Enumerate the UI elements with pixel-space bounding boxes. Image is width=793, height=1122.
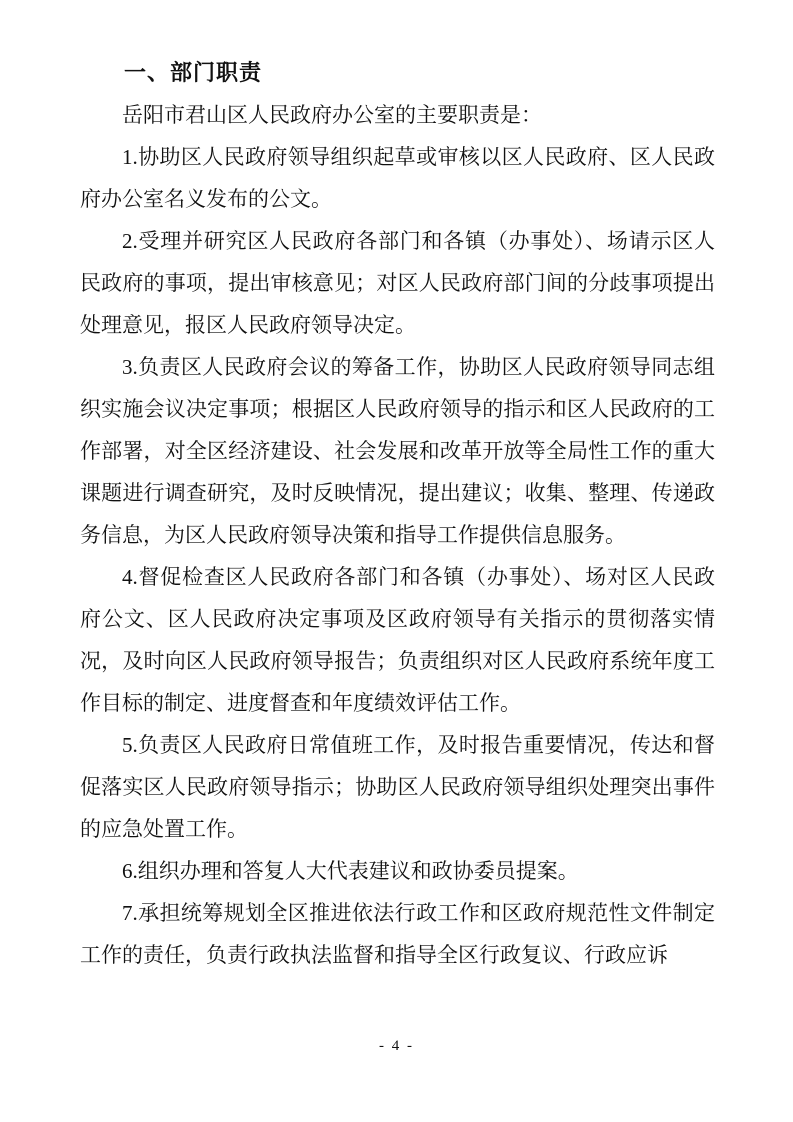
paragraph: 6.组织办理和答复人大代表建议和政协委员提案。 — [122, 859, 579, 883]
paragraph: 7.承担统筹规划全区推进依法行政工作和区政府规范性文件制定工作的责任，负责行政执法监督和指导全区行政复议、行政应诉 — [80, 901, 715, 967]
paragraph: 岳阳市君山区人民政府办公室的主要职责是： — [122, 103, 542, 127]
section-heading: 一、部门职责 — [124, 60, 263, 85]
paragraph: 1.协助区人民政府领导组织起草或审核以区人民政府、区人民政府办公室名义发布的公文。 — [80, 145, 715, 211]
paragraph: 3.负责区人民政府会议的筹备工作，协助区人民政府领导同志组织实施会议决定事项；根据区人民政府领导的指示和区人民政府的工作部署，对全区经济建设、社会发展和改革开放等全局性工作的重大课题进行调查研究，及时反映情况，提出建议；收集、整理、传递政务信息，为区人民政府领导决策和指导工作提供信息服务。 — [80, 355, 715, 547]
paragraph: 5.负责区人民政府日常值班工作，及时报告重要情况，传达和督促落实区人民政府领导指示；协助区人民政府领导组织处理突出事件的应急处置工作。 — [80, 733, 715, 841]
document-body — [80, 94, 715, 976]
paragraph: 4.督促检查区人民政府各部门和各镇（办事处）、场对区人民政府公文、区人民政府决定事项及区政府领导有关指示的贯彻落实情况，及时向区人民政府领导报告；负责组织对区人民政府系统年度工作目标的制定、进度督查和年度绩效评估工作。 — [80, 565, 715, 715]
paragraph: 2.受理并研究区人民政府各部门和各镇（办事处）、场请示区人民政府的事项，提出审核意见；对区人民政府部门间的分歧事项提出处理意见，报区人民政府领导决定。 — [80, 229, 715, 337]
page-number: - 4 - — [379, 1038, 414, 1054]
